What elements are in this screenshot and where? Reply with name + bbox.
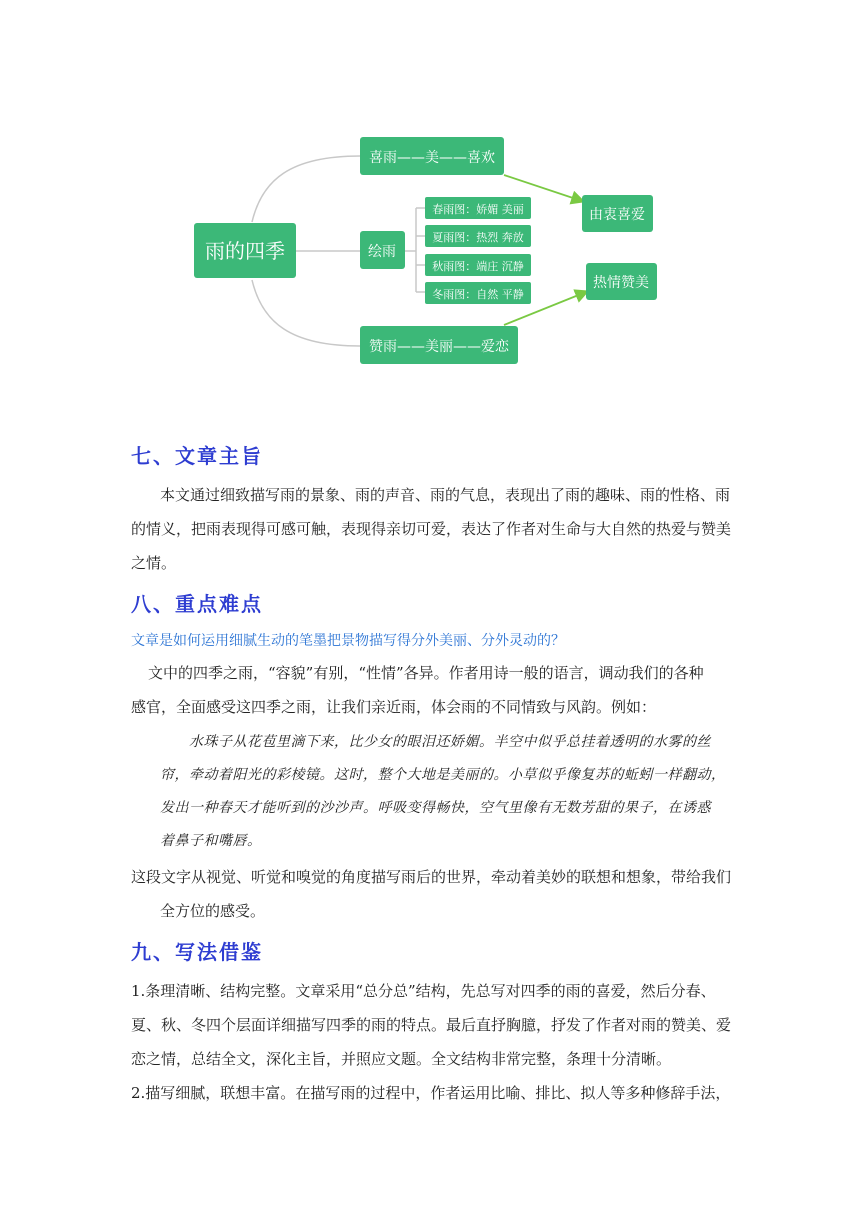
connector-root-to-zanyu [252, 280, 360, 346]
quote-line-2: 帘，牵动着阳光的彩棱镜。这时，整个大地是美丽的。小草似乎像复苏的蚯蚓一样翻动， [160, 767, 726, 783]
branch-node-huiyu [360, 231, 405, 269]
section-7-line-3: 之情。 [131, 554, 177, 572]
connector-huiyu-to-children [405, 208, 425, 292]
section-8-after-line-1: 这段文字从视觉、听觉和嗅觉的角度描写雨后的世界，牵动着美妙的联想和想象，带给我们 [131, 868, 732, 886]
branch-label: 赞雨——美丽——爱恋 [369, 339, 509, 355]
quote-line-3: 发出一种春天才能听到的沙沙声。呼吸变得畅快，空气里像有无数芳甜的果子，在诱惑 [160, 800, 711, 816]
child-label: 春雨图：娇媚 美丽 [432, 203, 524, 216]
section-7-heading: 七、文章主旨 [131, 444, 263, 468]
root-label: 雨的四季 [205, 239, 285, 263]
section-9-heading: 九、写法借鉴 [131, 940, 263, 964]
root-node [194, 223, 296, 278]
section-8-line-1: 文中的四季之雨，“容貌”有别，“性情”各异。作者用诗一般的语言，调动我们的各种 [148, 664, 704, 682]
section-8-question: 文章是如何运用细腻生动的笔墨把景物描写得分外美丽、分外灵动的？ [131, 633, 565, 649]
child-node-spring [425, 197, 531, 219]
branch-label: 绘雨 [368, 244, 396, 260]
branch-node-zanyu [360, 326, 518, 364]
section-9-line-1: 1.条理清晰、结构完整。文章采用“总分总”结构，先总写对四季的雨的喜爱，然后分春、 [131, 982, 716, 1000]
branch-node-xiyu [360, 137, 504, 175]
section-7-line-2: 的情义，把雨表现得可感可触，表现得亲切可爱，表达了作者对生命与大自然的热爱与赞美 [131, 520, 732, 538]
section-8-after-line-2: 全方位的感受。 [160, 902, 266, 920]
section-9-line-3: 恋之情，总结全文，深化主旨，并照应文题。全文结构非常完整，条理十分清晰。 [131, 1050, 672, 1068]
section-8-line-2: 感官，全面感受这四季之雨，让我们亲近雨，体会雨的不同情致与风韵。例如： [131, 698, 657, 716]
outcome-node-reqing [586, 263, 657, 300]
quote-line-1: 水珠子从花苞里滴下来，比少女的眼泪还娇媚。半空中似乎总挂着透明的水雾的丝 [189, 734, 711, 750]
outcome-label: 热情赞美 [593, 275, 649, 291]
mind-map-diagram [0, 0, 860, 400]
child-node-summer [425, 225, 531, 247]
section-7-line-1: 本文通过细致描写雨的景象、雨的声音、雨的气息，表现出了雨的趣味、雨的性格、雨 [160, 486, 731, 504]
child-label: 秋雨图：端庄 沉静 [432, 260, 524, 273]
child-node-winter [425, 282, 531, 304]
branch-label: 喜雨——美——喜欢 [369, 150, 495, 166]
connector-root-to-xiyu [252, 156, 360, 222]
child-label: 夏雨图：热烈 奔放 [432, 231, 524, 244]
section-9-line-4: 2.描写细腻，联想丰富。在描写雨的过程中，作者运用比喻、排比、拟人等多种修辞手法， [131, 1084, 731, 1102]
child-label: 冬雨图：自然 平静 [432, 288, 524, 301]
outcome-label: 由衷喜爱 [589, 207, 645, 223]
section-8-heading: 八、重点难点 [131, 592, 263, 616]
section-9-line-2: 夏、秋、冬四个层面详细描写四季的雨的特点。最后直抒胸臆，抒发了作者对雨的赞美、爱 [131, 1016, 732, 1034]
outcome-node-youzhong [582, 195, 653, 232]
quote-line-4: 着鼻子和嘴唇。 [160, 833, 262, 849]
child-node-autumn [425, 254, 531, 276]
